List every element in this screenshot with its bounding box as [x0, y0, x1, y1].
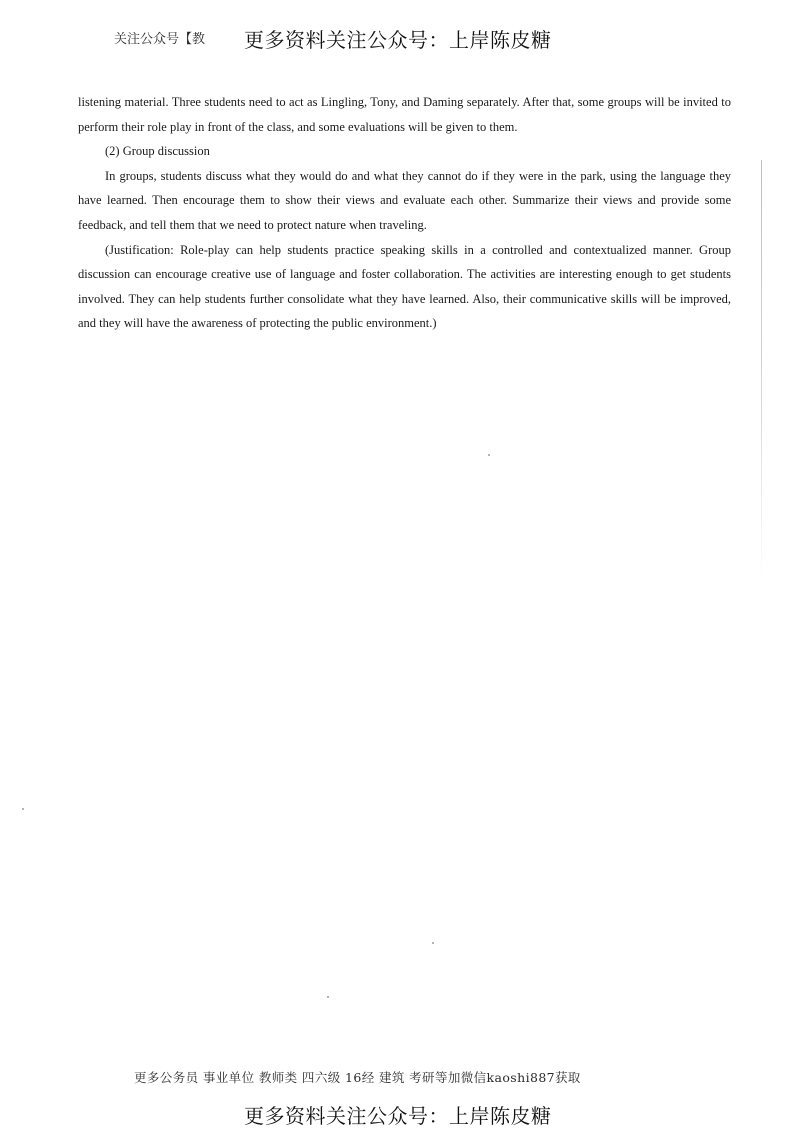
document-body: [78, 90, 731, 336]
scan-edge-line: [761, 160, 762, 580]
footer-watermark-small: 更多公务员 事业单位 教师类 四六级 16经 建筑 考研等加微信kaoshi887获取: [134, 1070, 581, 1085]
scan-speck: [327, 996, 329, 998]
scan-speck: [432, 942, 434, 944]
subheading-group-discussion: (2) Group discussion: [105, 144, 210, 159]
scan-speck: [488, 454, 490, 456]
header-watermark-small: 关注公众号【教: [114, 32, 206, 47]
paragraph-role-play: listening material. Three students need to act as Lingling, Tony, and Daming separately. After that, some groups will be invited to perform their role play in front of the class, and some evaluations will be given to them.: [78, 95, 731, 134]
paragraph-group-discussion: In groups, students discuss what they would do and what they cannot do if they were in the park, using the language they have learned. Then encourage them to show their views and evaluate each other. Summarize their views and provide some feedback, and tell them that we need to protect nature when traveling.: [78, 168, 731, 232]
paragraph-justification: (Justification: Role-play can help students practice speaking skills in a controlled and contextualized manner. Group discussion can encourage creative use of language and foster collaboration. The activities are interesting enough to get students involved. They can help students further consolidate what they have learned. Also, their communicative skills will be improved, and they will have the awareness of protecting the public environment.): [78, 242, 731, 331]
scan-speck: [22, 808, 24, 810]
header-watermark-title: 更多资料关注公众号：上岸陈皮糖: [244, 28, 552, 52]
footer-watermark-title: 更多资料关注公众号：上岸陈皮糖: [244, 1104, 552, 1128]
